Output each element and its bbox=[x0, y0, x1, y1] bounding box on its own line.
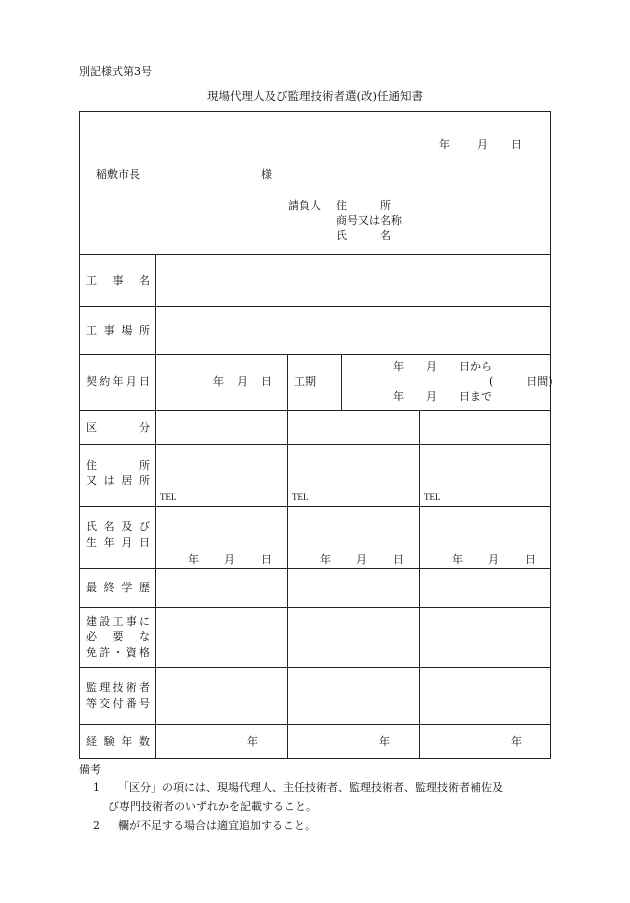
note-1-number: 1 bbox=[93, 781, 100, 794]
contractor-address-label: 住 所 bbox=[336, 199, 391, 212]
contract-date-year: 年 bbox=[213, 375, 224, 388]
contractor-company-label: 商号又は名称 bbox=[336, 214, 402, 227]
row-divider bbox=[79, 306, 551, 307]
experience-years-col3: 年 bbox=[511, 735, 522, 748]
birth-day-col1: 日 bbox=[261, 553, 272, 566]
birth-day-col3: 日 bbox=[525, 553, 536, 566]
addressee-name: 稲敷市長 bbox=[96, 168, 140, 181]
birth-month-col1: 月 bbox=[224, 553, 235, 566]
label-address-1: 住 所 bbox=[86, 459, 150, 472]
contractor-name-label: 氏 名 bbox=[336, 229, 391, 242]
document-title: 現場代理人及び監理技術者選(改)任通知書 bbox=[207, 89, 423, 103]
label-cert-number-1: 監 理 技 術 者 bbox=[86, 681, 150, 694]
table-border-right bbox=[550, 111, 551, 759]
label-column-divider bbox=[155, 254, 156, 759]
label-education: 最 終 学 歴 bbox=[86, 581, 150, 594]
header-date-day: 日 bbox=[511, 138, 522, 151]
contract-date-day: 日 bbox=[261, 375, 272, 388]
experience-years-col1: 年 bbox=[247, 735, 258, 748]
label-license-2: 必 要 な bbox=[86, 630, 150, 643]
form-number: 別記様式第3号 bbox=[79, 65, 152, 78]
period-end-line: 年 月 日まで bbox=[393, 390, 492, 403]
row-divider bbox=[79, 506, 551, 507]
period-days-line: ( 日間) bbox=[489, 375, 553, 388]
birth-month-col2: 月 bbox=[356, 553, 367, 566]
label-cert-number-2: 等 交 付 番 号 bbox=[86, 697, 150, 710]
row-divider bbox=[79, 444, 551, 445]
experience-years-col2: 年 bbox=[379, 735, 390, 748]
header-date-month: 月 bbox=[477, 138, 488, 151]
column-divider bbox=[287, 354, 288, 410]
tel-label-col1: TEL bbox=[160, 492, 177, 502]
column-divider bbox=[287, 410, 288, 759]
row-divider bbox=[79, 254, 551, 255]
label-license-1: 建 設 工 事 に bbox=[86, 615, 150, 628]
label-address-2: 又 は 居 所 bbox=[86, 474, 150, 487]
notification-form-table bbox=[79, 111, 551, 759]
birth-day-col2: 日 bbox=[393, 553, 404, 566]
row-divider bbox=[79, 667, 551, 668]
addressee-honorific: 様 bbox=[261, 168, 272, 181]
label-name-birth-1: 氏 名 及 び bbox=[86, 520, 150, 533]
label-name-birth-2: 生 年 月 日 bbox=[86, 536, 150, 549]
birth-year-col1: 年 bbox=[188, 553, 199, 566]
row-divider bbox=[79, 724, 551, 725]
label-work-name: 工 事 名 bbox=[86, 274, 150, 287]
birth-year-col3: 年 bbox=[452, 553, 463, 566]
period-start-line: 年 月 日から bbox=[393, 360, 492, 373]
label-license-3: 免 許 ・ 資 格 bbox=[86, 646, 150, 659]
label-construction-period: 工期 bbox=[294, 375, 316, 388]
table-border-left bbox=[79, 111, 80, 759]
table-border-bottom bbox=[79, 758, 551, 759]
birth-month-col3: 月 bbox=[488, 553, 499, 566]
column-divider bbox=[419, 410, 420, 759]
label-contract-date: 契 約 年 月 日 bbox=[86, 375, 150, 388]
label-work-site: 工 事 場 所 bbox=[86, 324, 150, 337]
header-date-year: 年 bbox=[439, 138, 450, 151]
contractor-label: 請負人 bbox=[288, 199, 321, 212]
column-divider bbox=[341, 354, 342, 410]
birth-year-col2: 年 bbox=[320, 553, 331, 566]
note-2-text: 欄が不足する場合は適宜追加すること。 bbox=[118, 819, 316, 832]
notes-title: 備考 bbox=[79, 763, 101, 776]
contract-date-month: 月 bbox=[237, 375, 248, 388]
row-divider bbox=[79, 607, 551, 608]
row-divider bbox=[79, 410, 551, 411]
table-border-top bbox=[79, 111, 551, 112]
label-experience: 経 験 年 数 bbox=[86, 735, 150, 748]
tel-label-col3: TEL bbox=[424, 492, 441, 502]
row-divider bbox=[79, 568, 551, 569]
note-1-text-line2: び専門技術者のいずれかを記載すること。 bbox=[108, 800, 317, 813]
label-category: 区 分 bbox=[86, 421, 150, 434]
tel-label-col2: TEL bbox=[292, 492, 309, 502]
note-1-text-line1: 「区分」の項には、現場代理人、主任技術者、監理技術者、監理技術者補佐及 bbox=[118, 781, 503, 794]
row-divider bbox=[79, 354, 551, 355]
note-2-number: 2 bbox=[93, 819, 100, 832]
